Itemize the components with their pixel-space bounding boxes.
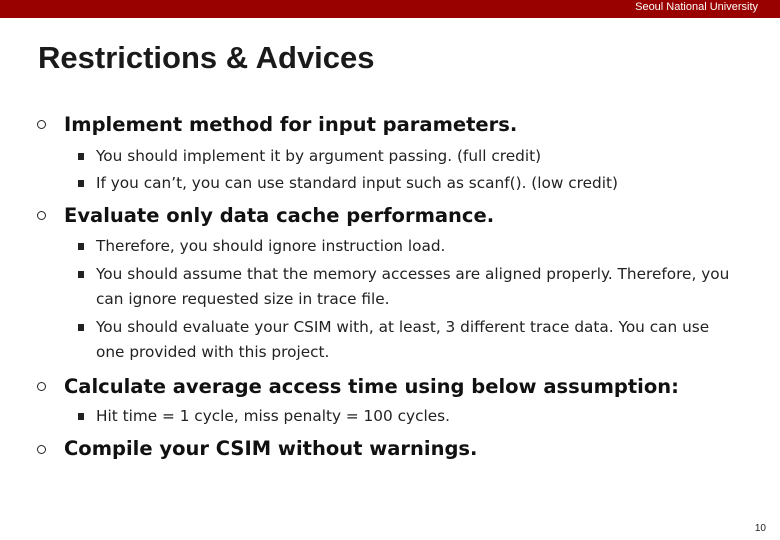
sub-bullet-item: Therefore, you should ignore instruction load.	[96, 237, 446, 255]
sub-bullet-item: You should implement it by argument passing. (full credit)	[96, 147, 542, 165]
sub-bullet-square-icon	[78, 271, 84, 278]
slide-title: Restrictions & Advices	[38, 40, 375, 75]
sub-bullet-item: You should evaluate your CSIM with, at least, 3 different trace data. You can use one provided with this project.	[96, 318, 710, 361]
bullet-item: Compile your CSIM without warnings.	[64, 437, 478, 460]
bullet-item: Calculate average access time using below assumption:	[64, 375, 679, 398]
page-number: 10	[754, 523, 766, 534]
university-name: Seoul National University	[635, 1, 758, 13]
bullet-ring-icon	[37, 120, 46, 129]
bullet-item: Implement method for input parameters.	[64, 113, 518, 136]
sub-bullet-square-icon	[78, 180, 84, 187]
sub-bullet-item: Hit time = 1 cycle, miss penalty = 100 cycles.	[96, 407, 450, 425]
sub-bullet-square-icon	[78, 413, 84, 420]
bullet-ring-icon	[37, 445, 46, 454]
bullet-ring-icon	[37, 382, 46, 391]
sub-bullet-square-icon	[78, 324, 84, 331]
sub-bullet-square-icon	[78, 153, 84, 160]
bullet-item: Evaluate only data cache performance.	[64, 204, 495, 227]
sub-bullet-item: If you can’t, you can use standard input such as scanf(). (low credit)	[96, 174, 618, 192]
header-bar	[0, 0, 780, 18]
bullet-ring-icon	[37, 211, 46, 220]
sub-bullet-item: You should assume that the memory accesses are aligned properly. Therefore, you can ignore requested size in trace file.	[96, 265, 730, 308]
sub-bullet-square-icon	[78, 243, 84, 250]
